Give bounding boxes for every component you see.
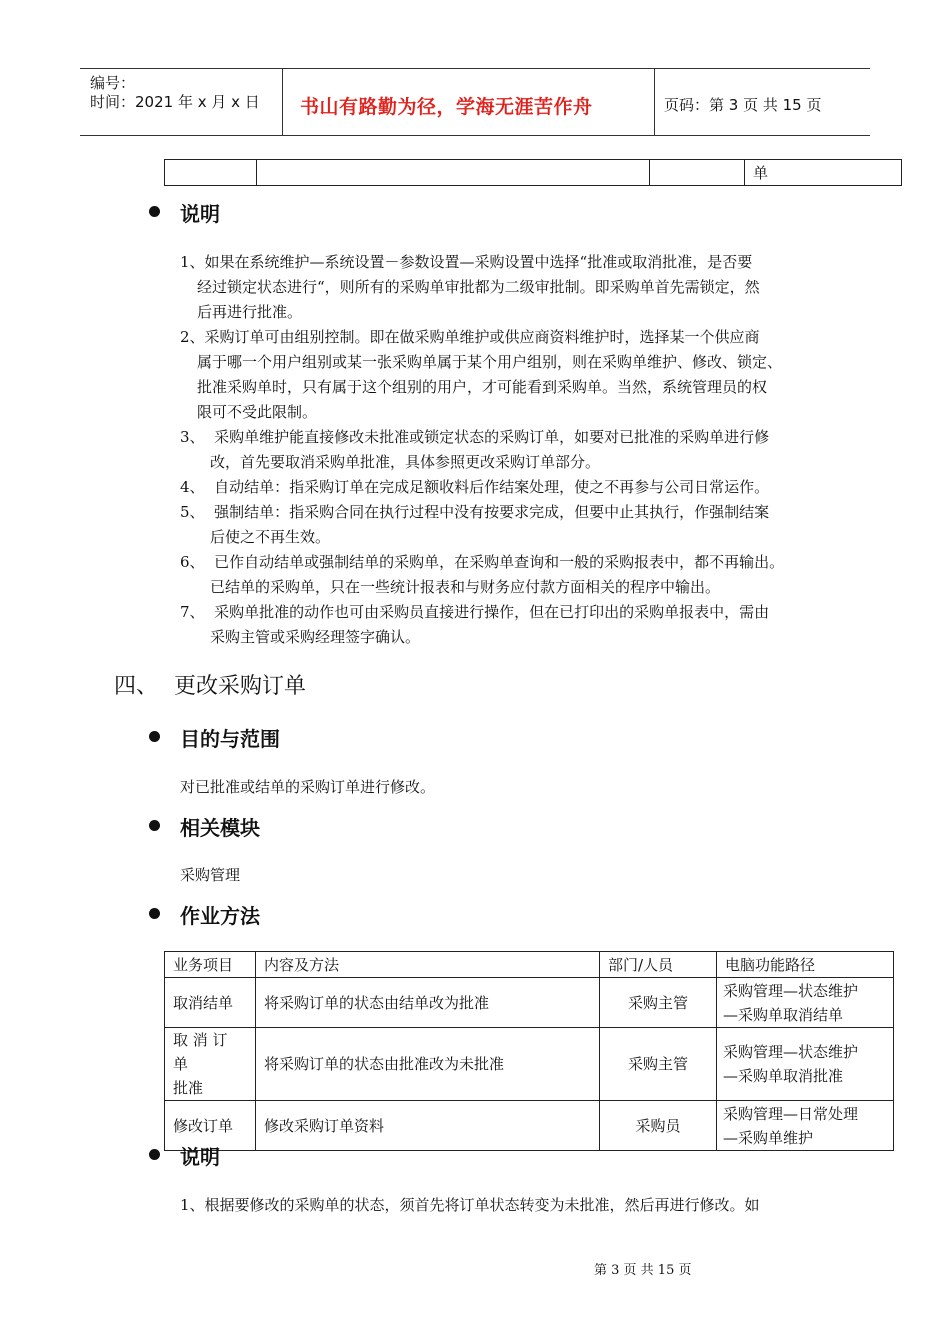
bullet-icon [149,731,160,742]
bullet-icon [149,1149,160,1160]
table-cell: 采购主管 [600,978,717,1028]
header-motto: 书山有路勤为径，学海无涯苦作舟 [300,96,593,118]
section-number: 四、 [114,674,159,699]
table-header-cell: 内容及方法 [256,952,600,978]
table-cell: 将采购订单的状态由批准改为未批准 [256,1028,600,1101]
list-item: 6、 已作自动结单或强制结单的采购单，在采购单查询和一般的采购报表中，都不再输出。 已结单的采购单，只在一些统计报表和与财务应付款方面相关的程序中输出。 [180,553,785,596]
bullet-icon [149,820,160,831]
page-footer: 第 3 页 共 15 页 [594,1263,692,1278]
table-header-cell: 业务项目 [165,952,256,978]
doc-number-label: 编号： [90,74,136,92]
table-cell: 采购员 [600,1101,717,1151]
section-title: 更改采购订单 [174,674,307,699]
notes-heading: 说明 [180,202,220,226]
method-heading: 作业方法 [180,904,260,928]
purpose-heading: 目的与范围 [180,727,280,751]
header-divider-right [654,68,655,136]
notes-first-line: 1、根据要修改的采购单的状态，须首先将订单状态转变为未批准，然后再进行修改。如 [180,1196,760,1214]
date-label: 时间：2021 年 x 月 x 日 [90,93,260,111]
top-table-fragment [164,159,902,186]
table-cell: 取 消 订 单 批准 [165,1028,256,1101]
top-table-cell [165,160,257,186]
top-table-cell [257,160,650,186]
header-top-rule [80,68,870,69]
table-cell: 修改订单 [165,1101,256,1151]
table-header-cell: 部门/人员 [600,952,717,978]
notes-heading: 说明 [180,1145,220,1169]
table-row [165,978,894,1028]
table-header-cell: 电脑功能路径 [717,952,894,978]
page-number-label: 页码：第 3 页 共 15 页 [664,96,822,114]
table-cell: 采购主管 [600,1028,717,1101]
list-item: 3、 采购单维护能直接修改未批准或锁定状态的采购订单，如要对已批准的采购单进行修 改，首先要取消采购单批准，具体参照更改采购订单部分。 [180,428,770,471]
header-divider-left [282,68,283,136]
table-row [165,1101,894,1151]
table-row [165,1028,894,1101]
method-table [164,951,894,1151]
table-cell: 采购管理—状态维护 —采购单取消批准 [717,1028,894,1101]
table-cell: 将采购订单的状态由结单改为批准 [256,978,600,1028]
list-item: 4、 自动结单：指采购订单在完成足额收料后作结案处理，使之不再参与公司日常运作。 [180,478,770,496]
list-item: 7、 采购单批准的动作也可由采购员直接进行操作，但在已打印出的采购单报表中，需由 采购主管或采购经理签字确认。 [180,603,770,646]
top-table-cell [650,160,745,186]
module-heading: 相关模块 [180,816,260,840]
module-text: 采购管理 [180,866,241,884]
bullet-icon [149,206,160,217]
table-cell: 采购管理—状态维护 —采购单取消结单 [717,978,894,1028]
header-bottom-rule [80,135,870,136]
table-cell: 采购管理—日常处理 —采购单维护 [717,1101,894,1151]
table-cell: 取消结单 [165,978,256,1028]
list-item: 1、如果在系统维护—系统设置－参数设置—采购设置中选择“批准或取消批准，是否要 经过锁定状态进行“，则所有的采购单审批都为二级审批制。即采购单首先需锁定，然 后再进行批准。 [180,253,760,321]
bullet-icon [149,908,160,919]
table-header-row [165,952,894,978]
purpose-text: 对已批准或结单的采购订单进行修改。 [180,778,436,796]
top-table-cell: 单 [745,160,902,186]
list-item: 5、 强制结单：指采购合同在执行过程中没有按要求完成，但要中止其执行，作强制结案 后使之不再生效。 [180,503,770,546]
table-cell: 修改采购订单资料 [256,1101,600,1151]
list-item: 2、采购订单可由组别控制。即在做采购单维护或供应商资料维护时，选择某一个供应商 属于哪一个用户组别或某一张采购单属于某个用户组别，则在采购单维护、修改、锁定、 批准采购单时，只有属于这个组别的用户，才可能看到采购单。当然，系统管理员的权 限可不受此限制。 [180,328,783,421]
